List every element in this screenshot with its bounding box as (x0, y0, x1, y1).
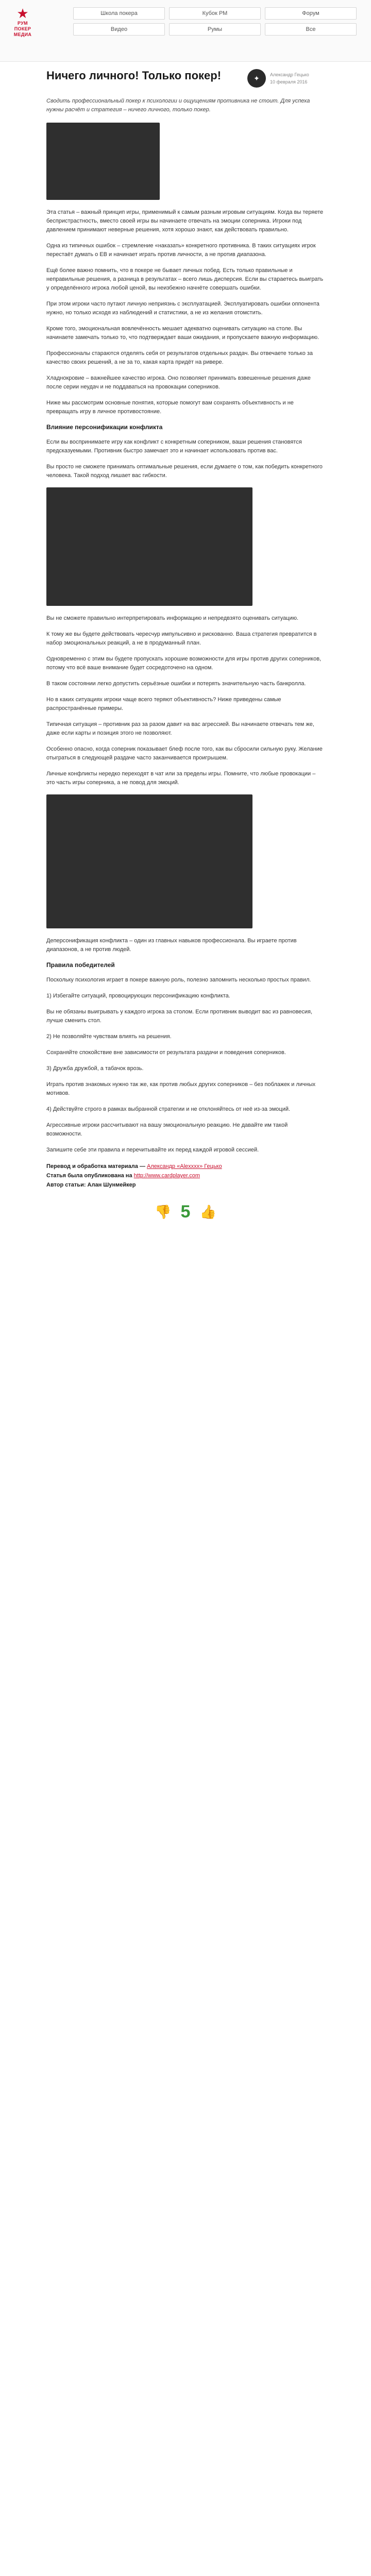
logo-line: ПОКЕР (14, 26, 31, 31)
rating-widget (46, 1202, 325, 1222)
list-item: 2) Не позволяйте чувствам влиять на решения. (46, 1033, 172, 1040)
logo-line: РУМ (18, 21, 28, 26)
source-link[interactable]: http://www.cardplayer.com (133, 1173, 200, 1179)
paragraph: При этом игроки часто путают личную неприязнь с эксплуатацией. Эксплуатировать ошибки оппонента нужно, но только исходя из наблюдений и статистики, а не из желания отомстить. (46, 301, 319, 316)
paragraph: Одновременно с этим вы будете пропускать хорошие возможности для игры против других соперников, потому что всё ваше внимание будет сосредоточено на одном. (46, 656, 322, 671)
paragraph: Особенно опасно, когда соперник показывает блеф после того, как вы сбросили сильную руку. Желание отыграться в следующей раздаче часто заканчивается проигрышем. (46, 746, 323, 761)
nav-button[interactable]: Форум (265, 7, 357, 20)
main-nav (73, 7, 357, 39)
rating-value: 5 (180, 1202, 191, 1222)
paragraph: Ещё более важно помнить, что в покере не бывает личных побед. Есть только правильные и неправильные решения, а разница в результатах – всего лишь дисперсия. Если вы стараетесь выиграть у определённого игрока любой ценой, вы неизбежно начнёте совершать ошибки. (46, 267, 324, 291)
paragraph: К тому же вы будете действовать чересчур импульсивно и рискованно. Ваша стратегия превратится в набор эмоциональных реакций, а не в продуманный план. (46, 631, 317, 646)
nav-button[interactable]: Видео (73, 23, 165, 36)
paragraph: Эта статья – важный принцип игры, применимый к самым разным игровым ситуациям. Когда вы теряете беспристрастность, вместо своей игры вы начинаете отвечать на эмоции соперника. Игроки под давлением принимают неверные решения, хотя хорошо знают, как действовать правильно. (46, 209, 324, 233)
list-item: 4) Действуйте строго в рамках выбранной стратегии и не отклоняйтесь от неё из-за эмоций. (46, 1106, 291, 1112)
paragraph: Поскольку психология играет в покере важную роль, полезно запомнить несколько простых правил. (46, 977, 311, 983)
paragraph: Кроме того, эмоциональная вовлечённость мешает адекватно оценивать ситуацию на столе. Вы начинаете замечать только то, что подтверждает ваши ожидания, и пропускаете важную информацию. (46, 326, 319, 341)
star-icon: ★ (16, 6, 29, 21)
article-photo (46, 487, 252, 606)
section-heading: Правила победителей (46, 961, 115, 969)
paragraph: Вы не сможете правильно интерпретировать информацию и непредвзято оценивать ситуацию. (46, 615, 299, 621)
list-item: 3) Дружба дружбой, а табачок врозь. (46, 1065, 144, 1072)
article-credits (46, 1162, 325, 1190)
list-item: Играть против знакомых нужно так же, как против любых других соперников – без поблажек и личных мотивов. (46, 1081, 316, 1096)
thumbs-up-icon[interactable]: 👍 (199, 1204, 216, 1219)
paragraph: Но в каких ситуациях игроки чаще всего теряют объективность? Ниже приведены самые распространённые примеры. (46, 697, 281, 711)
article (46, 62, 325, 1222)
paragraph: Типичная ситуация – противник раз за разом давит на вас агрессией. Вы начинаете отвечать тем же, даже если карты и позиция этого не позволяют. (46, 721, 314, 736)
paragraph: Вы просто не сможете принимать оптимальные решения, если думаете о том, как победить конкретного человека. Такой подход лишает вас гибкости. (46, 464, 323, 479)
credit-author: Автор статьи: Алан Шунмейкер (46, 1182, 136, 1188)
list-item: 1) Избегайте ситуаций, провоцирующих персонификацию конфликта. (46, 993, 230, 999)
site-logo[interactable] (7, 6, 38, 38)
paragraph: Профессионалы стараются отделять себя от результатов отдельных раздач. Вы отвечаете только за качество своих решений, а не за то, какая карта придёт на ривере. (46, 350, 313, 365)
author-name: Александр Гецько (270, 72, 309, 77)
article-title: Ничего личного! Только покер! (46, 69, 222, 82)
paragraph: Деперсонификация конфликта – один из главных навыков профессионала. Вы играете против диапазонов, а не против людей. (46, 938, 297, 953)
paragraph: Запишите себе эти правила и перечитывайте их перед каждой игровой сессией. (46, 1147, 259, 1153)
paragraph: В таком состоянии легко допустить серьёзные ошибки и потерять значительную часть банкролла. (46, 681, 306, 687)
article-date: 10 февраля 2016 (270, 79, 308, 84)
translator-link[interactable]: Александр «Alexxxx» Гецько (147, 1163, 222, 1170)
article-photo (46, 123, 160, 200)
avatar: ✦ (247, 69, 266, 88)
article-photo (46, 794, 252, 928)
credit-label: Перевод и обработка материала — (46, 1163, 145, 1170)
paragraph: Личные конфликты нередко переходят в чат или за пределы игры. Помните, что любые провокации – это часть игры соперника, а не повод для эмоций. (46, 771, 316, 786)
list-item: Вы не обязаны выигрывать у каждого игрока за столом. Если противник выводит вас из равновесия, лучше сменить стол. (46, 1009, 313, 1024)
article-intro: Сводить профессиональный покер к психологии и ощущениям противника не стоит. Для успеха нужны расчёт и стратегия – ничего личного, только покер. (46, 98, 310, 113)
paragraph: Ниже мы рассмотрим основные понятия, которые помогут вам сохранять объективность и не превращать игру в личное противостояние. (46, 400, 294, 415)
nav-button[interactable]: Все (265, 23, 357, 36)
paragraph: Одна из типичных ошибок – стремление «наказать» конкретного противника. В таких ситуациях игрок перестаёт думать о ЕВ и начинает играть против личности, а не против диапазона. (46, 243, 316, 258)
list-item: Сохраняйте спокойствие вне зависимости от результата раздачи и поведения соперников. (46, 1049, 286, 1056)
logo-line: МЕДИА (13, 32, 32, 37)
nav-button[interactable]: Румы (169, 23, 261, 36)
section-heading: Влияние персонификации конфликта (46, 423, 163, 431)
nav-button[interactable]: Кубок РМ (169, 7, 261, 20)
credit-label: Статья была опубликована на (46, 1173, 132, 1179)
list-item: Агрессивные игроки рассчитывают на вашу эмоциональную реакцию. Не давайте им такой возможности. (46, 1122, 288, 1137)
paragraph: Если вы воспринимаете игру как конфликт с конкретным соперником, ваши решения становятся предсказуемыми. Противник быстро замечает это и начинает использовать против вас. (46, 439, 302, 454)
site-header (0, 0, 371, 62)
nav-button[interactable]: Школа покера (73, 7, 165, 20)
thumbs-down-icon[interactable]: 👎 (155, 1204, 172, 1219)
paragraph: Хладнокровие – важнейшее качество игрока. Оно позволяет принимать взвешенные решения даже после серии неудач и не поддаваться на провокации соперников. (46, 375, 311, 390)
author-box[interactable] (247, 69, 325, 88)
